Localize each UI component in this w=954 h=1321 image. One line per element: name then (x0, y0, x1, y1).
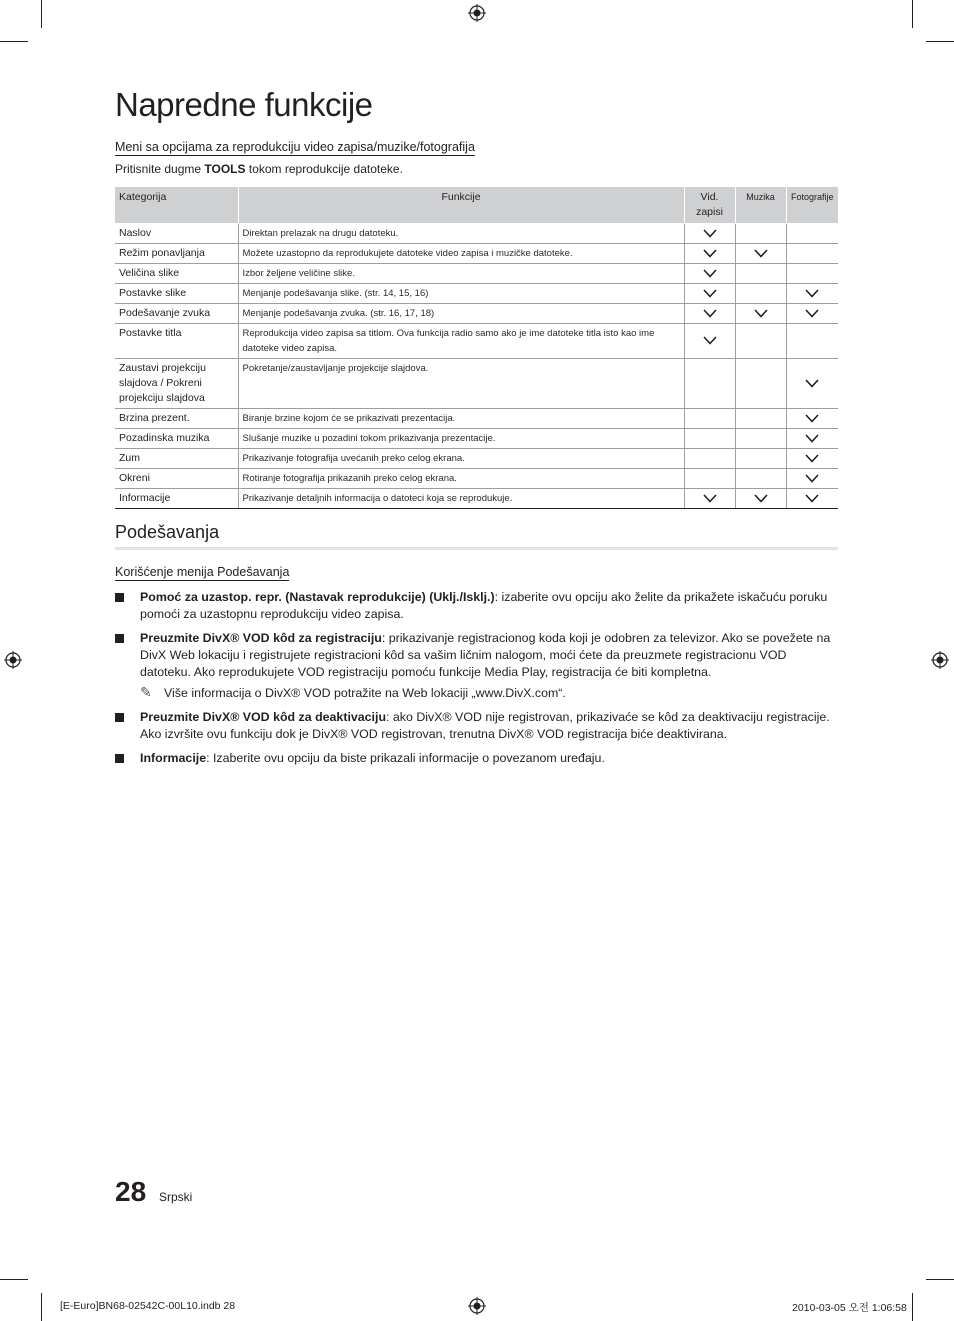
row-photo-cell (786, 489, 838, 509)
row-music-cell (735, 359, 786, 409)
row-function: Rotiranje fotografija prikazanih preko celog ekrana. (238, 469, 684, 489)
crop-mark (41, 0, 42, 28)
check-icon (754, 492, 768, 504)
table-row (115, 224, 838, 244)
row-photo-cell (786, 284, 838, 304)
registration-mark-icon (468, 1297, 486, 1315)
check-icon (703, 267, 717, 279)
row-category: Veličina slike (115, 264, 238, 284)
instruction-after: tokom reprodukcije datoteke. (245, 162, 403, 176)
check-icon (703, 227, 717, 239)
table-row (115, 264, 838, 284)
options-table (115, 186, 838, 509)
check-icon (703, 247, 717, 259)
settings-item-name: Preuzmite DivX® VOD kôd za deaktivaciju (140, 710, 387, 724)
crop-mark (912, 0, 913, 28)
row-video-cell (684, 449, 735, 469)
table-row (115, 244, 838, 264)
row-music-cell (735, 409, 786, 429)
check-icon (805, 492, 819, 504)
header-category: Kategorija (115, 187, 238, 224)
registration-mark-icon (931, 651, 949, 669)
table-row (115, 489, 838, 509)
bullet-square-icon (115, 754, 124, 763)
row-photo-cell (786, 244, 838, 264)
pencil-note-icon: ✎ (140, 684, 152, 700)
row-music-cell (735, 324, 786, 359)
page-number: 28 (115, 1176, 147, 1207)
row-photo-cell (786, 469, 838, 489)
settings-item (115, 750, 835, 767)
header-music: Muzika (735, 187, 786, 224)
check-icon (805, 452, 819, 464)
check-icon (805, 472, 819, 484)
row-photo-cell (786, 429, 838, 449)
row-video-cell (684, 264, 735, 284)
menu-instruction (115, 162, 403, 176)
row-music-cell (735, 244, 786, 264)
row-function: Menjanje podešavanja zvuka. (str. 16, 17, 18) (238, 304, 684, 324)
tools-key-label: TOOLS (204, 162, 246, 176)
row-video-cell (684, 284, 735, 304)
row-category-line: Zaustavi projekciju (119, 362, 206, 374)
row-category: Režim ponavljanja (115, 244, 238, 264)
settings-section-title: Podešavanja (115, 522, 838, 550)
row-music-cell (735, 264, 786, 284)
page-language: Srpski (159, 1190, 193, 1204)
settings-item-desc: : Izaberite ovu opciju da biste prikazali informacije o povezanom uređaju. (206, 751, 605, 765)
check-icon (703, 492, 717, 504)
registration-mark-icon (468, 4, 486, 22)
table-row (115, 284, 838, 304)
row-photo-cell (786, 449, 838, 469)
page-title: Napredne funkcije (115, 86, 373, 123)
row-photo-cell (786, 359, 838, 409)
row-category: Postavke slike (115, 284, 238, 304)
header-video-line2: zapisi (696, 206, 723, 218)
row-category: Okreni (115, 469, 238, 489)
note-text: Više informacija o DivX® VOD potražite na Web lokaciji „www.DivX.com“. (164, 686, 566, 700)
crop-mark (912, 1293, 913, 1321)
row-video-cell (684, 429, 735, 449)
row-function: Menjanje podešavanja slike. (str. 14, 15, 16) (238, 284, 684, 304)
row-video-cell (684, 489, 735, 509)
row-photo-cell (786, 264, 838, 284)
header-video (684, 187, 735, 224)
row-category: Pozadinska muzika (115, 429, 238, 449)
row-category: Informacije (115, 489, 238, 509)
row-photo-cell (786, 224, 838, 244)
row-function: Možete uzastopno da reprodukujete datoteke video zapisa i muzičke datoteke. (238, 244, 684, 264)
check-icon (805, 377, 819, 389)
row-video-cell (684, 224, 735, 244)
settings-item (115, 709, 835, 743)
check-icon (805, 307, 819, 319)
crop-mark (0, 41, 28, 42)
settings-item (115, 630, 835, 681)
row-function: Prikazivanje fotografija uvećanih preko celog ekrana. (238, 449, 684, 469)
table-row (115, 324, 838, 359)
table-row (115, 359, 838, 409)
row-music-cell (735, 489, 786, 509)
check-icon (703, 307, 717, 319)
settings-item-desc: : prikazivanje registracionog koda koji je odobren za televizor. Ako se povežete na DivX Web lokaciju i registrujete registracioni kôd sa vašim ličnim nalogom, moći ćete da preuzmete registracionu VOD datoteku. Ako reprodukujete VOD registraciju pomoću funkcije Media Play, registracija će biti kompletna. (140, 631, 831, 679)
row-music-cell (735, 429, 786, 449)
row-category: Naslov (115, 224, 238, 244)
header-functions: Funkcije (238, 187, 684, 224)
check-icon (805, 412, 819, 424)
check-icon (754, 247, 768, 259)
row-function: Slušanje muzike u pozadini tokom prikazivanja prezentacije. (238, 429, 684, 449)
check-icon (805, 287, 819, 299)
bullet-square-icon (115, 713, 124, 722)
row-video-cell (684, 359, 735, 409)
header-video-line1: Vid. (700, 191, 719, 203)
footer-file: [E-Euro]BN68-02542C-00L10.indb 28 (60, 1300, 236, 1312)
table-row (115, 409, 838, 429)
table-row (115, 469, 838, 489)
settings-subheading: Korišćenje menija Podešavanja (115, 565, 290, 579)
table-row (115, 429, 838, 449)
row-video-cell (684, 244, 735, 264)
row-category-line: slajdova / Pokreni (119, 377, 202, 389)
check-icon (703, 335, 717, 347)
crop-mark (41, 1293, 42, 1321)
row-category (115, 359, 238, 409)
row-category: Zum (115, 449, 238, 469)
row-photo-cell (786, 304, 838, 324)
row-function: Prikazivanje detaljnih informacija o datoteci koja se reprodukuje. (238, 489, 684, 509)
row-function: Izbor željene veličine slike. (238, 264, 684, 284)
instruction-before: Pritisnite dugme (115, 162, 205, 176)
row-music-cell (735, 284, 786, 304)
row-music-cell (735, 449, 786, 469)
row-category-line: projekciju slajdova (119, 392, 205, 404)
row-video-cell (684, 409, 735, 429)
settings-item-name: Informacije (140, 751, 207, 765)
row-photo-cell (786, 409, 838, 429)
row-function: Biranje brzine kojom će se prikazivati prezentacija. (238, 409, 684, 429)
crop-mark (926, 41, 954, 42)
crop-mark (0, 1279, 28, 1280)
row-function: Direktan prelazak na drugu datoteku. (238, 224, 684, 244)
row-video-cell (684, 304, 735, 324)
registration-mark-icon (4, 651, 22, 669)
row-category: Postavke titla (115, 324, 238, 359)
row-music-cell (735, 469, 786, 489)
check-icon (805, 432, 819, 444)
table-row (115, 304, 838, 324)
check-icon (703, 287, 717, 299)
settings-item (115, 589, 835, 623)
settings-item-name: Preuzmite DivX® VOD kôd za registraciju (140, 631, 382, 645)
row-photo-cell (786, 324, 838, 359)
table-row (115, 449, 838, 469)
row-category: Brzina prezent. (115, 409, 238, 429)
row-music-cell (735, 224, 786, 244)
divx-note (140, 684, 566, 701)
header-photos: Fotografije (786, 187, 838, 224)
crop-mark (926, 1279, 954, 1280)
bullet-square-icon (115, 593, 124, 602)
row-function: Reprodukcija video zapisa sa titlom. Ova funkcija radio samo ako je ime datoteke titla isto kao ime datoteke video zapisa. (238, 324, 684, 359)
row-video-cell (684, 324, 735, 359)
row-function: Pokretanje/zaustavljanje projekcije slajdova. (238, 359, 684, 409)
menu-section-heading: Meni sa opcijama za reprodukciju video zapisa/muzike/fotografija (115, 140, 475, 154)
bullet-square-icon (115, 634, 124, 643)
check-icon (754, 307, 768, 319)
footer-datetime: 2010-03-05 오전 1:06:58 (792, 1302, 907, 1314)
table-body (115, 224, 838, 509)
settings-item-desc: : izaberite ovu opciju ako želite da prikažete iskačuću poruku pomoći za uzastopnu reprodukciju video zapisa. (140, 590, 828, 621)
row-category: Podešavanje zvuka (115, 304, 238, 324)
row-music-cell (735, 304, 786, 324)
table-header-row (115, 187, 838, 224)
settings-item-desc: : ako DivX® VOD nije registrovan, prikazivaće se kôd za deaktivaciju registracije. Ako izvršite ovu funkciju dok je DivX® VOD registrovan, trenutna DivX® VOD registracija biće deaktivirana. (140, 710, 830, 741)
row-video-cell (684, 469, 735, 489)
settings-item-name: Pomoć za uzastop. repr. (Nastavak reprodukcije) (Uklj./Isklj.) (140, 590, 495, 604)
